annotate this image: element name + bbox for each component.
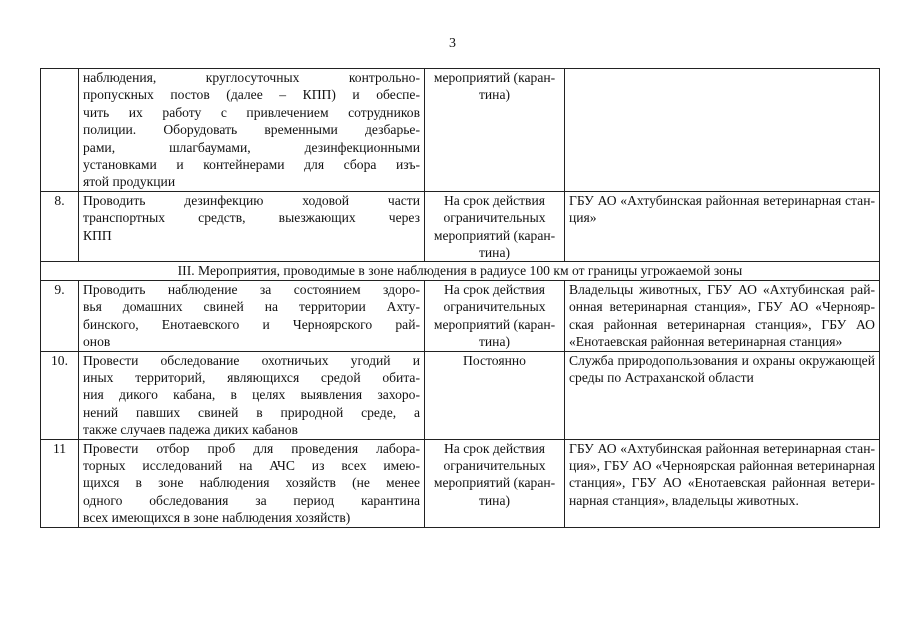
term-line: мероприятий (каран-: [433, 475, 556, 491]
action-line: ятой продукции: [83, 174, 176, 190]
term-line: тина): [478, 492, 511, 508]
term-line: ограничительных: [443, 299, 546, 315]
row-number-cell: 11: [41, 439, 79, 527]
term-line: ограничительных: [443, 210, 546, 226]
term-cell: [425, 191, 565, 262]
action-line: иных территорий, являющихся средой обита-: [83, 369, 420, 385]
responsible-line: Служба природопользования и охраны окружающей: [569, 352, 875, 368]
action-line: Провести обследование охотничьих угодий и: [83, 352, 420, 368]
row-number-cell: 9.: [41, 280, 79, 351]
responsible-cell: [565, 191, 880, 262]
responsible-cell: [565, 280, 880, 351]
action-line: пропускных постов (далее – КПП) и обеспе-: [83, 87, 420, 103]
term-line: тина): [478, 87, 511, 103]
table-row: [41, 280, 880, 351]
action-line: Проводить наблюдение за состоянием здоро-: [83, 281, 420, 297]
action-line: полиции. Оборудовать временными дезбарье-: [83, 122, 420, 138]
action-line: Провести отбор проб для проведения лабора-: [83, 440, 420, 456]
term-line: мероприятий (каран-: [433, 227, 556, 243]
term-line: мероприятий (каран-: [433, 70, 556, 85]
action-cell: [79, 280, 425, 351]
row-number-cell: 10.: [41, 351, 79, 439]
term-line: На срок действия: [443, 440, 546, 456]
action-line: также случаев падежа диких кабанов: [83, 422, 298, 438]
measures-table: [40, 68, 880, 528]
table-row: [41, 191, 880, 262]
table-row: [41, 439, 880, 527]
term-cell: [425, 69, 565, 192]
term-line: Постоянно: [463, 352, 526, 368]
action-line: рами, шлагбаумами, дезинфекционными: [83, 139, 420, 155]
term-cell: [425, 280, 565, 351]
action-line: наблюдения, круглосуточных контрольно-: [83, 70, 420, 85]
action-cell: [79, 439, 425, 527]
term-line: тина): [478, 334, 511, 350]
action-line: вья домашних свиней на территории Ахту-: [83, 299, 420, 315]
action-line: всех имеющихся в зоне наблюдения хозяйств): [83, 510, 351, 526]
responsible-line: ГБУ АО «Ахтубинская районная ветеринарная стан-: [569, 440, 875, 456]
term-line: ограничительных: [443, 457, 546, 473]
responsible-line: ция»: [569, 210, 597, 226]
action-line: установками и контейнерами для сбора изъ-: [83, 157, 420, 173]
term-line: тина): [478, 245, 511, 261]
table-row: [41, 69, 880, 192]
responsible-line: нарная станция», владельцы животных.: [569, 492, 799, 508]
responsible-line: ГБУ АО «Ахтубинская районная ветеринарная стан-: [569, 192, 875, 208]
page-number: 3: [449, 36, 456, 51]
responsible-line: онная ветеринарная станция», ГБУ АО «Чернояр-: [569, 299, 875, 315]
responsible-cell: [565, 351, 880, 439]
action-cell: [79, 69, 425, 192]
action-line: торных исследований на АЧС из всех имею-: [83, 457, 420, 473]
action-line: КПП: [83, 227, 112, 243]
row-number-cell: [41, 69, 79, 192]
action-line: бинского, Енотаевского и Черноярского рай-: [83, 316, 420, 332]
term-cell: [425, 439, 565, 527]
section-row: [41, 262, 880, 280]
table-row: [41, 351, 880, 439]
responsible-line: ция», ГБУ АО «Черноярская районная ветеринарная: [569, 457, 875, 473]
responsible-line: станция», ГБУ АО «Енотаевская районная ветери-: [569, 475, 875, 491]
action-cell: [79, 191, 425, 262]
action-line: транспортных средств, выезжающих через: [83, 210, 420, 226]
action-line: Проводить дезинфекцию ходовой части: [83, 192, 420, 208]
action-line: онов: [83, 334, 111, 350]
action-cell: [79, 351, 425, 439]
action-line: ния дикого кабана, в целях выявления захоро-: [83, 387, 420, 403]
action-line: чить их работу с привлечением сотрудников: [83, 104, 420, 120]
action-line: одного обследования за период карантина: [83, 492, 420, 508]
section-heading: III. Мероприятия, проводимые в зоне наблюдения в радиусе 100 км от границы угрожаемой зоны: [41, 262, 880, 280]
row-number-cell: 8.: [41, 191, 79, 262]
action-line: щихся в зоне наблюдения хозяйств (не менее: [83, 475, 420, 491]
responsible-line: среды по Астраханской области: [569, 369, 754, 385]
responsible-cell: [565, 69, 880, 192]
responsible-line: «Енотаевская районная ветеринарная станция»: [569, 334, 843, 350]
term-cell: [425, 351, 565, 439]
responsible-line: ская районная ветеринарная станция», ГБУ АО: [569, 316, 875, 332]
term-line: мероприятий (каран-: [433, 316, 556, 332]
responsible-line: Владельцы животных, ГБУ АО «Ахтубинская рай-: [569, 281, 875, 297]
term-line: На срок действия: [443, 192, 546, 208]
term-line: На срок действия: [443, 281, 546, 297]
action-line: нений павших свиней в природной среде, а: [83, 404, 420, 420]
responsible-cell: [565, 439, 880, 527]
